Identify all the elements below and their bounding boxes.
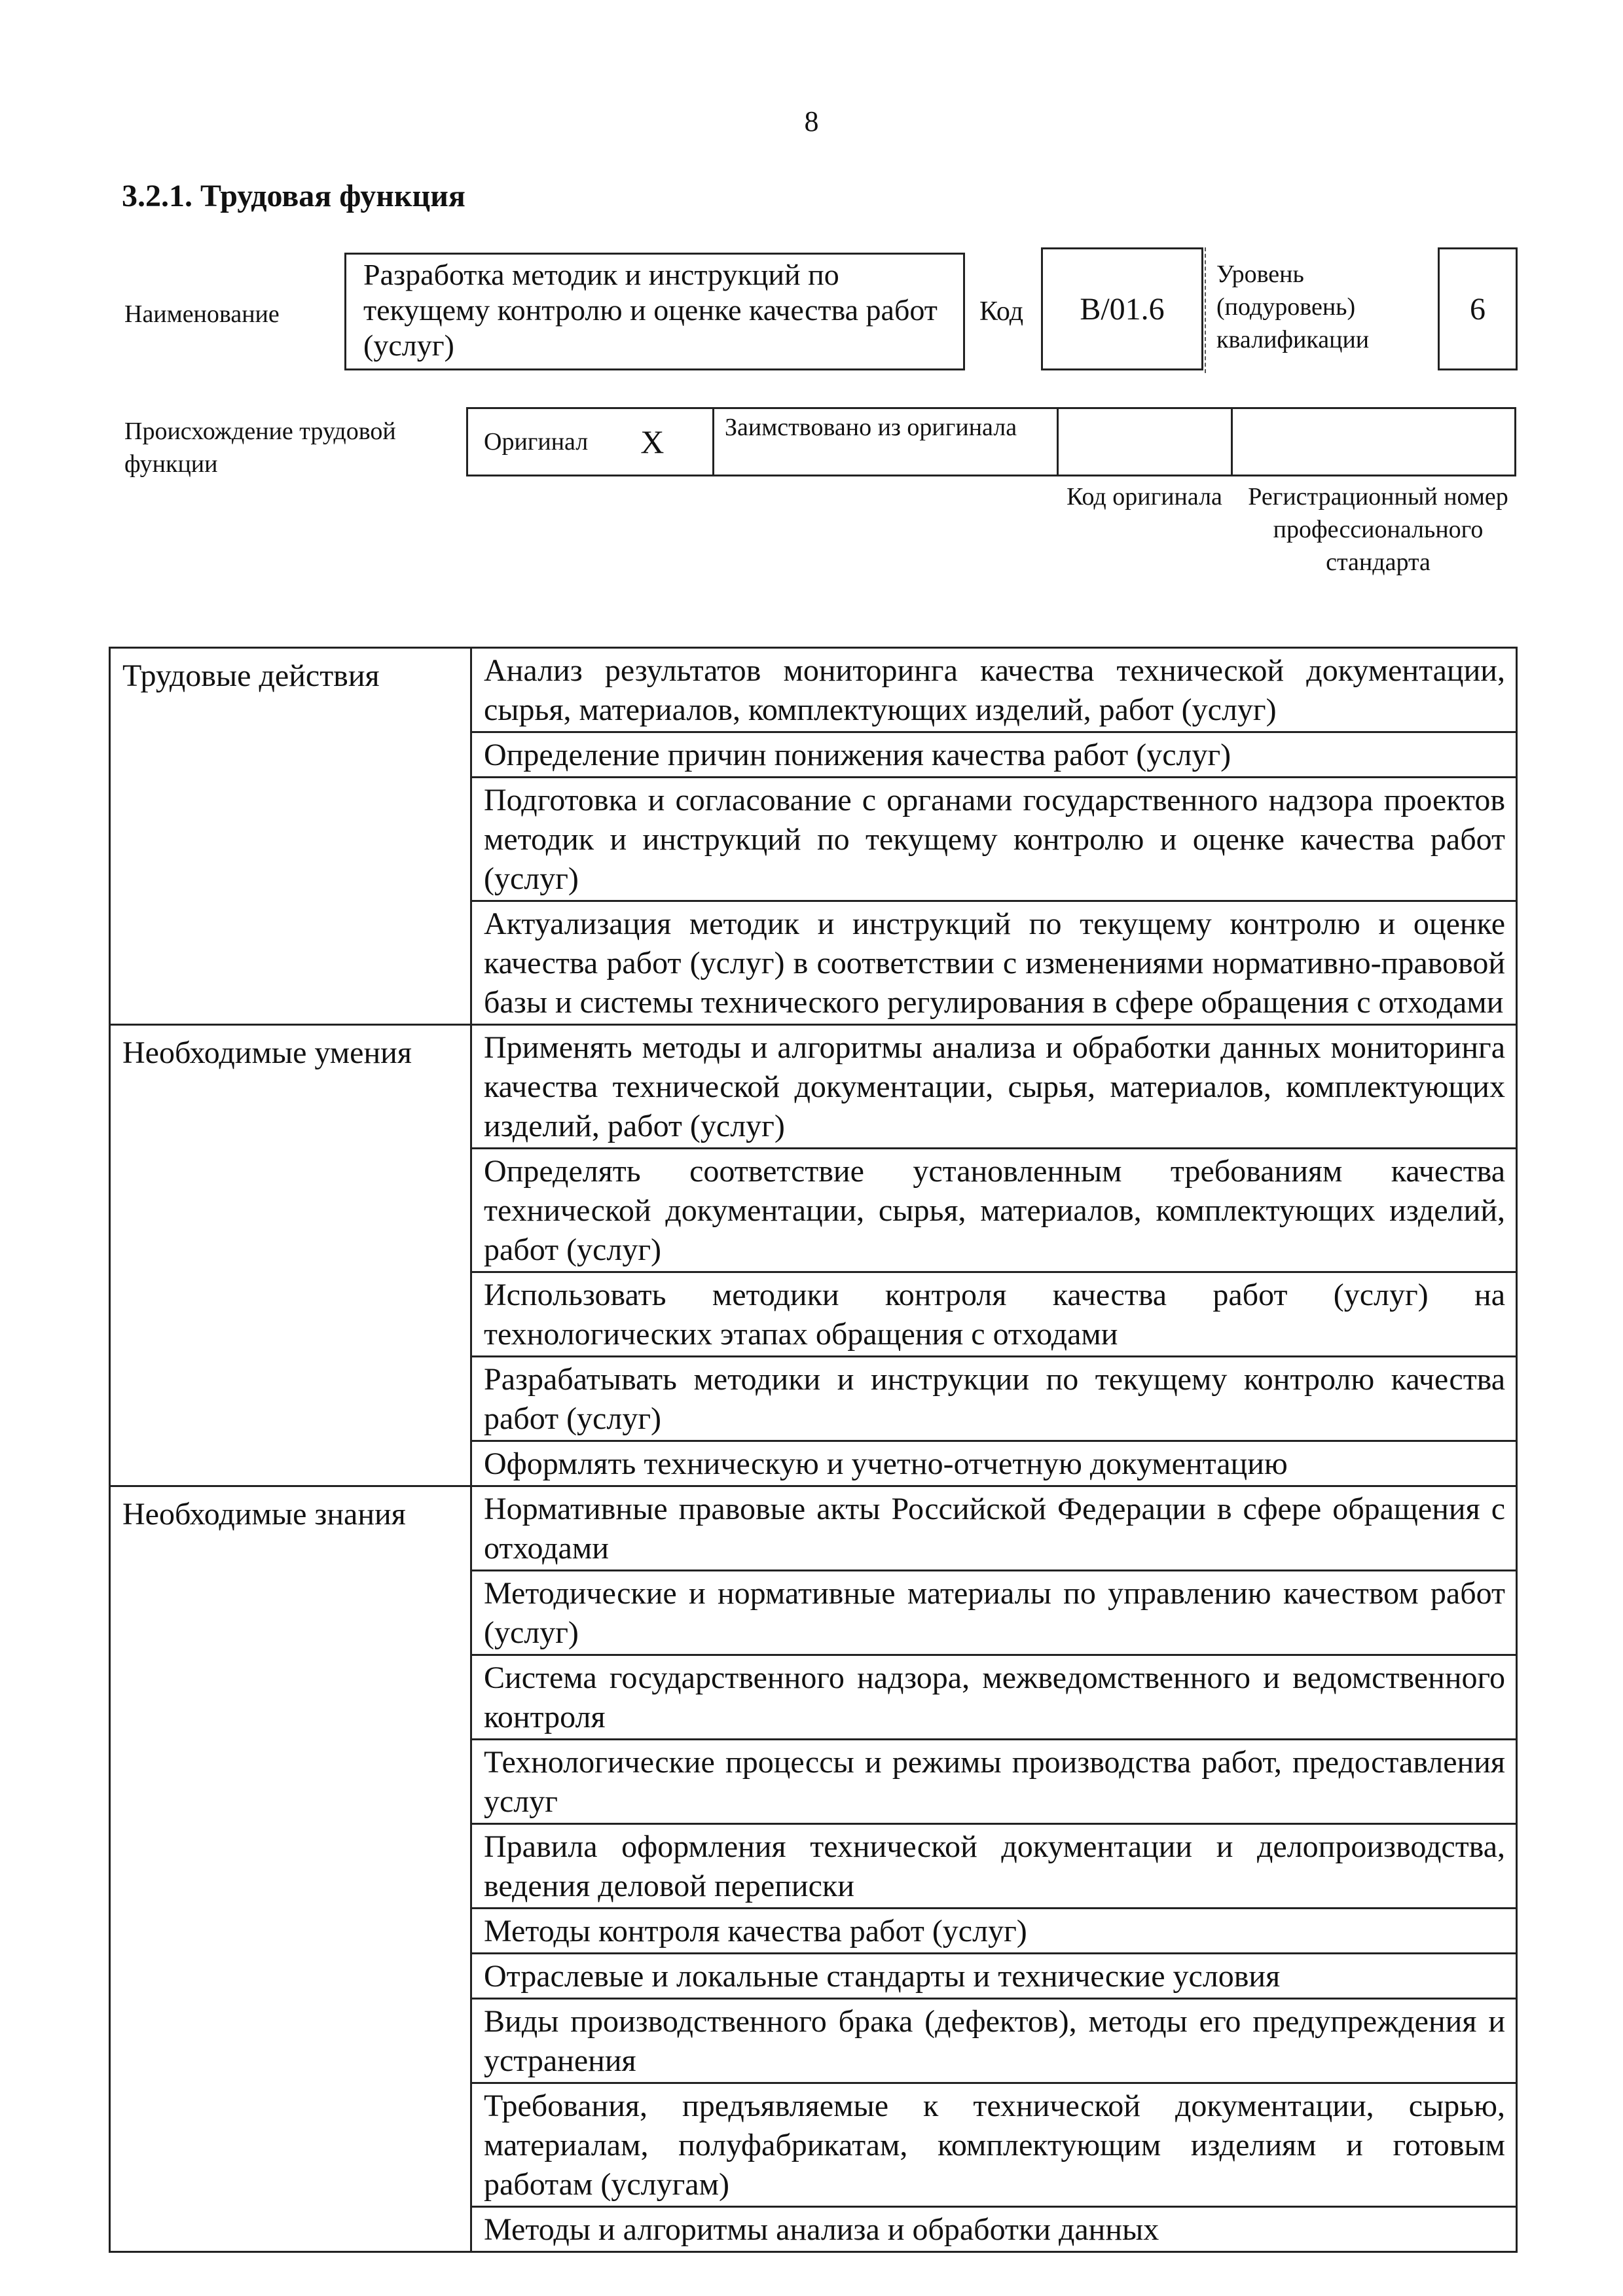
category-cell: Трудовые действия: [110, 648, 471, 1025]
item-cell: Требования, предъявляемые к технической документации, сырью, материалам, полуфабрикатам, комплектующим изделиям и готовым работам (услугам): [471, 2083, 1517, 2207]
table-row: [110, 1486, 1517, 1571]
item-cell: Подготовка и согласование с органами государственного надзора проектов методик и инструкций по текущему контролю и оценке качества работ (услуг): [471, 778, 1517, 901]
origin-label: Происхождение трудовой функции: [124, 418, 396, 478]
code-original-caption: Код оригинала: [1067, 483, 1222, 511]
reg-number-cell: [1233, 409, 1514, 475]
item-cell: Определять соответствие установленным требованиям качества технической документации, сырья, материалов, комплектующих изделий, работ (услуг): [471, 1149, 1517, 1272]
code-original-cell: [1059, 409, 1233, 475]
item-cell: Нормативные правовые акты Российской Федерации в сфере обращения с отходами: [471, 1486, 1517, 1571]
item-cell: Анализ результатов мониторинга качества технической документации, сырья, материалов, комплектующих изделий, работ (услуг): [471, 648, 1517, 732]
name-value-box: Разработка методик и инструкций по текущему контролю и оценке качества работ (услуг): [344, 253, 965, 370]
item-cell: Методические и нормативные материалы по управлению качеством работ (услуг): [471, 1571, 1517, 1655]
function-table: [109, 647, 1518, 2253]
name-label: Наименование: [124, 300, 280, 328]
item-cell: Определение причин понижения качества работ (услуг): [471, 732, 1517, 778]
item-cell: Система государственного надзора, межведомственного и ведомственного контроля: [471, 1655, 1517, 1740]
item-cell: Использовать методики контроля качества работ (услуг) на технологических этапах обращения с отходами: [471, 1272, 1517, 1357]
item-cell: Правила оформления технической документации и делопроизводства, ведения деловой переписки: [471, 1824, 1517, 1909]
code-label: Код: [979, 296, 1024, 327]
item-cell: Методы контроля качества работ (услуг): [471, 1909, 1517, 1954]
level-divider: [1205, 247, 1206, 373]
original-cell: [468, 409, 714, 475]
page-number: 8: [804, 105, 819, 137]
category-cell: Необходимые знания: [110, 1486, 471, 2252]
item-cell: Виды производственного брака (дефектов), методы его предупреждения и устранения: [471, 1999, 1517, 2083]
table-row: [110, 648, 1517, 732]
original-label: Оригинал: [484, 428, 589, 456]
borrowed-cell: Заимствовано из оригинала: [714, 409, 1059, 475]
origin-row: [466, 407, 1516, 476]
original-mark: X: [640, 423, 665, 460]
item-cell: Разрабатывать методики и инструкции по текущему контролю качества работ (услуг): [471, 1357, 1517, 1441]
category-cell: Необходимые умения: [110, 1025, 471, 1486]
reg-number-caption: Регистрационный номер профессионального стандарта: [1248, 483, 1508, 576]
item-cell: Технологические процессы и режимы производства работ, предоставления услуг: [471, 1740, 1517, 1824]
code-value-box: В/01.6: [1041, 247, 1203, 370]
item-cell: Отраслевые и локальные стандарты и технические условия: [471, 1954, 1517, 1999]
item-cell: Оформлять техническую и учетно-отчетную документацию: [471, 1441, 1517, 1486]
item-cell: Актуализация методик и инструкций по текущему контролю и оценке качества работ (услуг) в соответствии с изменениями нормативно-правовой базы и системы технического регулирования в сфере обращения с отходами: [471, 901, 1517, 1025]
table-row: [110, 1025, 1517, 1149]
section-title: 3.2.1. Трудовая функция: [122, 179, 465, 213]
item-cell: Методы и алгоритмы анализа и обработки данных: [471, 2207, 1517, 2252]
level-value-box: 6: [1438, 247, 1518, 370]
item-cell: Применять методы и алгоритмы анализа и обработки данных мониторинга качества технической документации, сырья, материалов, комплектующих изделий, работ (услуг): [471, 1025, 1517, 1149]
level-label: Уровень (подуровень) квалификации: [1216, 260, 1370, 353]
